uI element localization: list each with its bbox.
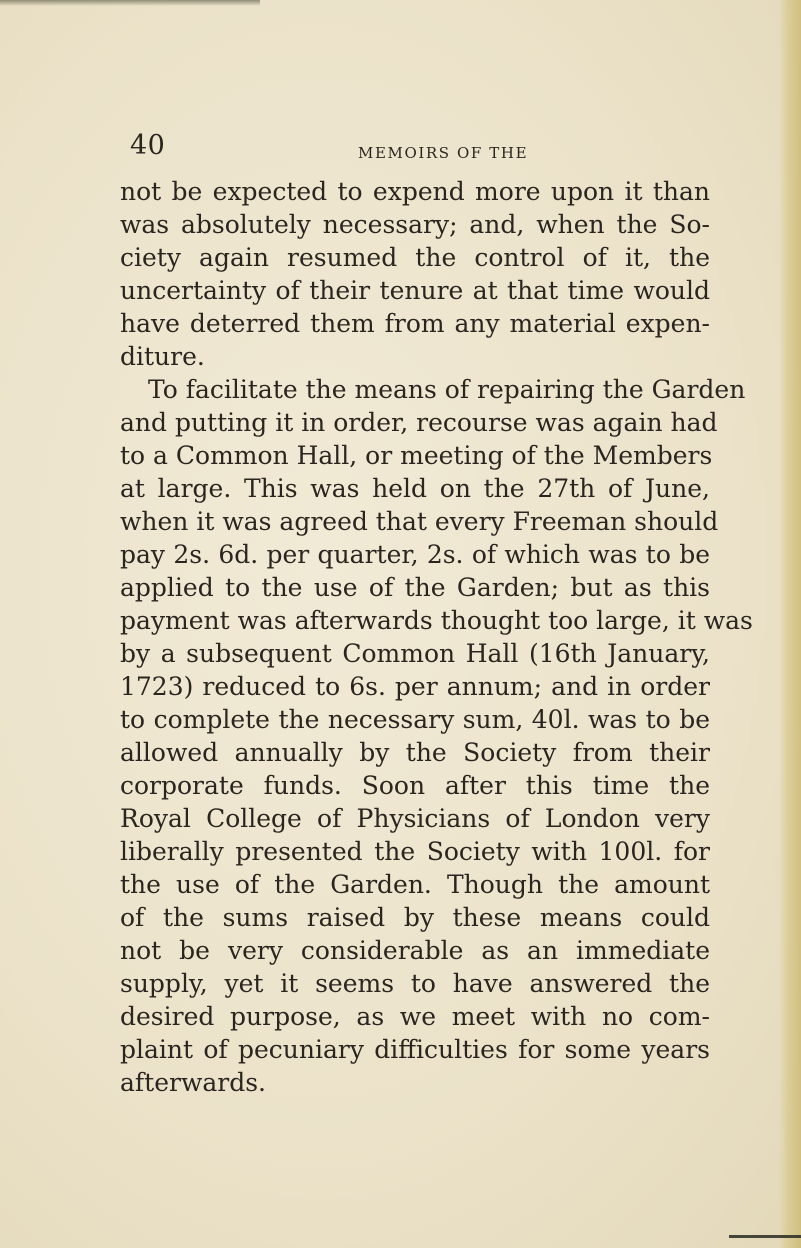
text-line: 1723) reduced to 6s. per annum; and in order <box>120 672 710 701</box>
text-line: Royal College of Physicians of London very <box>120 804 710 833</box>
text-line: the use of the Garden. Though the amount <box>120 870 710 899</box>
text-line: diture. <box>120 342 205 371</box>
text-line: corporate funds. Soon after this time the <box>120 771 710 800</box>
text-line: liberally presented the Society with 100l. for <box>120 837 710 866</box>
text-line: applied to the use of the Garden; but as this <box>120 573 710 602</box>
running-title: MEMOIRS OF THE <box>358 144 529 162</box>
text-line: at large. This was held on the 27th of June, <box>120 474 710 503</box>
text-line: not be very considerable as an immediate <box>120 936 710 965</box>
text-line: supply, yet it seems to have answered the <box>120 969 710 998</box>
text-line: to a Common Hall, or meeting of the Members <box>120 441 713 470</box>
page-edge-mark <box>729 1235 801 1238</box>
body-text <box>120 175 753 1099</box>
text-line: plaint of pecuniary difficulties for some years <box>120 1035 710 1064</box>
text-line: allowed annually by the Society from their <box>120 738 710 767</box>
text-line: when it was agreed that every Freeman should <box>120 507 719 536</box>
text-line: payment was afterwards thought too large, it was <box>120 606 753 635</box>
text-line: and putting it in order, recourse was again had <box>120 408 718 437</box>
text-line: to complete the necessary sum, 40l. was to be <box>120 705 710 734</box>
page-edge-shadow <box>779 0 801 1248</box>
text-line: not be expected to expend more upon it than <box>120 177 710 206</box>
running-head <box>130 130 650 170</box>
text-line: To facilitate the means of repairing the Garden <box>148 375 746 404</box>
text-line: desired purpose, as we meet with no com- <box>120 1002 710 1031</box>
text-line: afterwards. <box>120 1068 266 1097</box>
text-line: by a subsequent Common Hall (16th January, <box>120 639 710 668</box>
text-line: of the sums raised by these means could <box>120 903 710 932</box>
page-top-shadow <box>0 0 260 6</box>
text-line: pay 2s. 6d. per quarter, 2s. of which was to be <box>120 540 710 569</box>
text-line: have deterred them from any material expen- <box>120 309 710 338</box>
text-line: was absolutely necessary; and, when the So- <box>120 210 710 239</box>
page-number: 40 <box>130 130 166 161</box>
text-line: uncertainty of their tenure at that time would <box>120 276 710 305</box>
text-line: ciety again resumed the control of it, the <box>120 243 710 272</box>
